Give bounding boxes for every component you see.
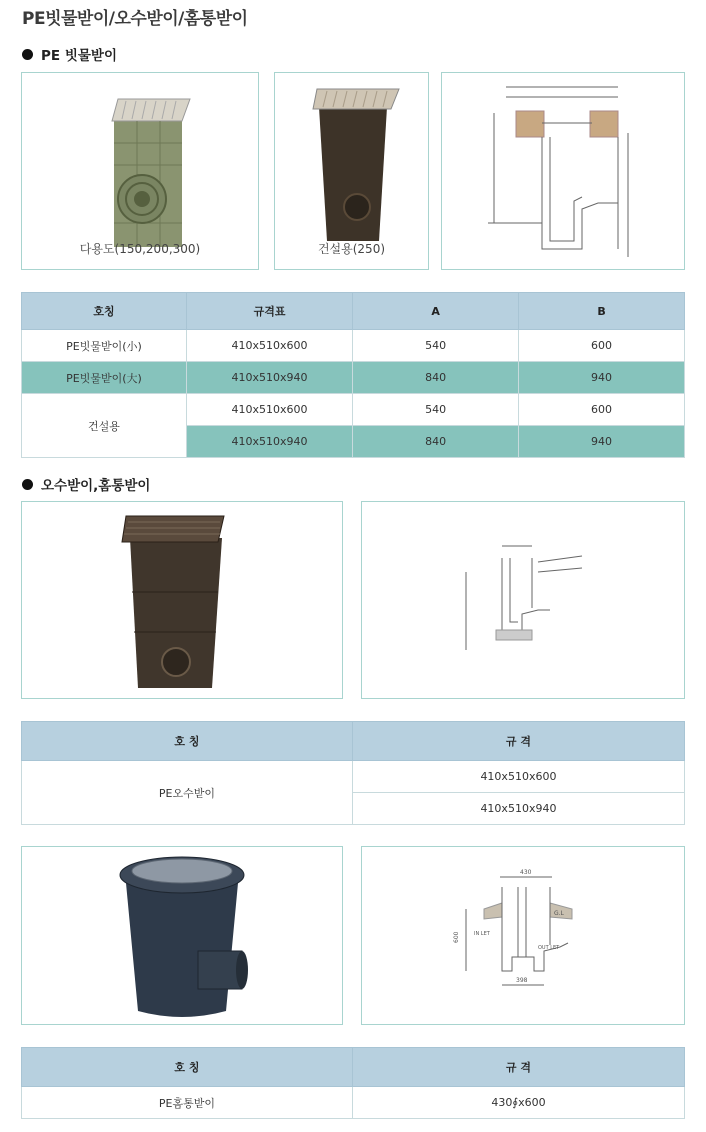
cell-name: PE오수받이 — [22, 761, 353, 825]
cell-b: 600 — [519, 330, 685, 362]
section-heading-label: 오수받이,홈통받이 — [41, 478, 151, 494]
table-row — [22, 761, 685, 793]
cell-name: 건설용 — [22, 394, 187, 458]
cell-name: PE홈통받이 — [22, 1087, 353, 1119]
drawing-rain-catch-section — [441, 72, 685, 270]
sewage-box-image — [22, 502, 343, 699]
photo-sewage-catch — [21, 501, 343, 699]
table-row — [22, 1087, 685, 1119]
table-header-row — [22, 1048, 685, 1087]
technical-drawing — [362, 502, 685, 699]
sewage-spec-table — [21, 721, 685, 825]
header-b: B — [519, 293, 685, 330]
cell-spec: 410x510x600 — [186, 330, 352, 362]
photo-gutter-catch — [21, 846, 343, 1025]
gutter-spec-table — [21, 1047, 685, 1119]
box-outlet — [198, 951, 242, 989]
rain-catch-spec-table — [21, 292, 685, 458]
header-spec: 규격표 — [186, 293, 352, 330]
cell-a: 540 — [353, 394, 519, 426]
bullet-icon — [22, 49, 33, 60]
cell-spec: 430∮x600 — [352, 1087, 684, 1119]
section-heading-sewage — [22, 474, 150, 494]
cell-spec: 410x510x940 — [186, 362, 352, 394]
cell-spec: 410x510x940 — [352, 793, 684, 825]
table-row — [22, 394, 685, 426]
bullet-icon — [22, 479, 33, 490]
header-name: 호 칭 — [22, 1048, 353, 1087]
cell-a: 840 — [353, 362, 519, 394]
box-cover — [122, 516, 224, 542]
cell-b: 940 — [519, 426, 685, 458]
drawing-gutter-catch-section — [361, 846, 685, 1025]
box-body — [126, 883, 238, 1017]
header-name: 호칭 — [22, 293, 187, 330]
section-heading-rain — [22, 44, 117, 64]
dim-label-600: 600 — [453, 931, 460, 943]
box-body — [319, 107, 387, 241]
cell-spec: 410x510x600 — [352, 761, 684, 793]
caption-multipurpose: 다용도(150,200,300) — [79, 242, 201, 256]
drawing-sewage-catch-section — [361, 501, 685, 699]
technical-drawing — [442, 73, 685, 270]
cell-a: 840 — [353, 426, 519, 458]
cell-spec: 410x510x940 — [186, 426, 352, 458]
dim-label-430: 430 — [520, 869, 532, 876]
cell-a: 540 — [353, 330, 519, 362]
cell-b: 600 — [519, 394, 685, 426]
header-spec: 규 격 — [352, 722, 684, 761]
dim-label-398: 398 — [516, 977, 528, 984]
header-spec: 규 격 — [352, 1048, 684, 1087]
page-title: PE빗물받이/오수받이/홈통받이 — [22, 9, 248, 29]
label-inlet: IN LET — [474, 931, 490, 937]
table-header-row — [22, 722, 685, 761]
table-header-row — [22, 293, 685, 330]
table-row — [22, 362, 685, 394]
photo-construction-rain-catch — [274, 72, 429, 270]
box-cover — [132, 859, 232, 883]
box-grate — [313, 89, 399, 109]
cell-name: PE빗물받이(大) — [22, 362, 187, 394]
technical-drawing — [362, 847, 685, 1025]
gutter-box-image — [22, 847, 343, 1025]
cell-b: 940 — [519, 362, 685, 394]
header-a: A — [353, 293, 519, 330]
table-row — [22, 330, 685, 362]
photo-multipurpose-rain-catch — [21, 72, 259, 270]
cell-name: PE빗물받이(小) — [22, 330, 187, 362]
header-name: 호 칭 — [22, 722, 353, 761]
label-outlet: OUT LET — [538, 945, 560, 951]
section-heading-label: PE 빗물받이 — [41, 48, 117, 64]
caption-construction: 건설용(250) — [317, 242, 386, 256]
cell-spec: 410x510x600 — [186, 394, 352, 426]
dim-label-gl: G.L — [554, 910, 564, 917]
